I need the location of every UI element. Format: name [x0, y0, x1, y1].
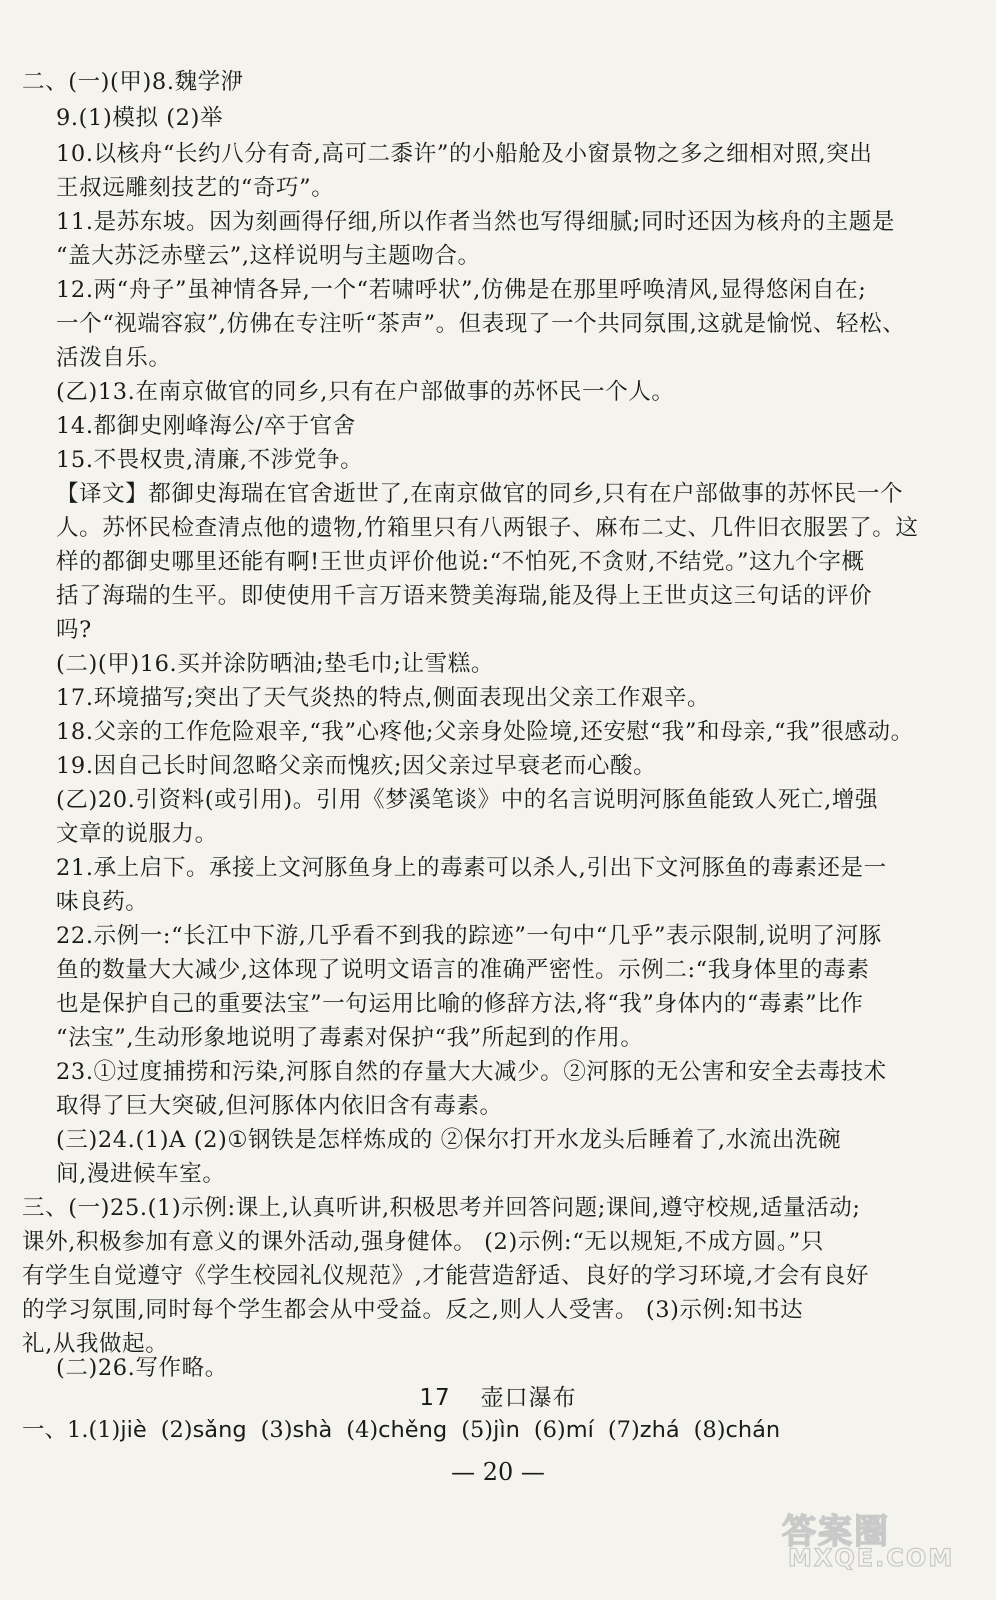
answer-line: 19.因自己长时间忽略父亲而愧疚;因父亲过早衰老而心酸。 — [56, 753, 657, 779]
answer-line: (乙)13.在南京做官的同乡,只有在户部做事的苏怀民一个人。 — [56, 379, 675, 405]
answer-line: 12.两“舟子”虽神情各异,一个“若啸呼状”,仿佛是在那里呼唤清风,显得悠闲自在; — [56, 277, 867, 303]
answer-line: (乙)20.引资料(或引用)。引用《梦溪笔谈》中的名言说明河豚鱼能致人死亡,增强 — [56, 787, 879, 813]
answer-line: 王叔远雕刻技艺的“奇巧”。 — [56, 175, 335, 201]
answer-line: 味良药。 — [56, 889, 149, 915]
section-title — [0, 1382, 996, 1414]
answer-line: 15.不畏权贵,清廉,不涉党争。 — [56, 447, 364, 473]
pinyin-index: (3) — [260, 1417, 293, 1443]
answer-line: “法宝”,生动形象地说明了毒素对保护“我”所起到的作用。 — [56, 1025, 644, 1051]
answer-line: 课外,积极参加有意义的课外活动,强身健体。 (2)示例:“无以规矩,不成方圆。”只 — [22, 1229, 824, 1255]
pinyin-text: chán — [725, 1417, 781, 1443]
pinyin-index: (7) — [607, 1417, 640, 1443]
pinyin-item — [461, 1417, 520, 1443]
pinyin-list — [88, 1417, 794, 1443]
pinyin-prefix: 一、1. — [22, 1417, 89, 1443]
answer-line: 14.都御史刚峰海公/卒于官舍 — [56, 413, 356, 439]
pinyin-text: jìn — [493, 1417, 520, 1443]
answer-line: 三、(一)25.(1)示例:课上,认真听讲,积极思考并回答问题;课间,遵守校规,适量活动; — [22, 1195, 861, 1221]
answer-line: 有学生自觉遵守《学生校园礼仪规范》,才能营造舒适、良好的学习环境,才会有良好 — [22, 1263, 870, 1289]
answer-line: 二、(一)(甲)8.魏学洢 — [22, 69, 244, 95]
answer-line: 10.以核舟“长约八分有奇,高可二黍许”的小船舱及小窗景物之多之细相对照,突出 — [56, 141, 873, 167]
answer-line: (二)(甲)16.买并涂防晒油;垫毛巾;让雪糕。 — [56, 651, 494, 677]
translation-line: 吗? — [56, 617, 92, 643]
answer-line: 的学习氛围,同时每个学生都会从中受益。反之,则人人受害。 (3)示例:知书达 — [22, 1297, 804, 1323]
answer-line-last: (二)26.写作略。 — [56, 1355, 228, 1381]
pinyin-index: (5) — [461, 1417, 494, 1443]
translation-line: 样的都御史哪里还能有啊!王世贞评价他说:“不怕死,不贪财,不结党。”这九个字概 — [56, 549, 865, 575]
answer-line: 活泼自乐。 — [56, 345, 172, 371]
pinyin-text: zhá — [639, 1417, 680, 1443]
answer-line: 23.①过度捕捞和污染,河豚自然的存量大大减少。②河豚的无公害和安全去毒技术 — [56, 1059, 887, 1085]
translation-line: 【译文】都御史海瑞在官舍逝世了,在南京做官的同乡,只有在户部做事的苏怀民一个 — [56, 481, 904, 507]
watermark-en: MXQE.COM — [788, 1544, 955, 1572]
pinyin-item — [88, 1417, 146, 1443]
pinyin-text: mí — [565, 1417, 594, 1443]
pinyin-index: (6) — [533, 1417, 566, 1443]
pinyin-index: (1) — [88, 1417, 121, 1443]
answer-line: (三)24.(1)A (2)①钢铁是怎样炼成的 ②保尔打开水龙头后睡着了,水流出洗碗 — [56, 1127, 842, 1153]
pinyin-index: (8) — [693, 1417, 726, 1443]
answer-line: 也是保护自己的重要法宝”一句运用比喻的修辞方法,将“我”身体内的“毒素”比作 — [56, 991, 864, 1017]
answer-line: 间,漫进候车室。 — [56, 1161, 226, 1187]
section-name: 壶口瀑布 — [480, 1385, 577, 1411]
pinyin-item — [161, 1417, 247, 1443]
answer-line: 一个“视端容寂”,仿佛在专注听“茶声”。但表现了一个共同氛围,这就是愉悦、轻松、 — [56, 311, 906, 337]
translation-line: 人。苏怀民检查清点他的遗物,竹箱里只有八两银子、麻布二丈、几件旧衣服罢了。这 — [56, 515, 919, 541]
pinyin-text: jiè — [120, 1417, 147, 1443]
pinyin-item — [261, 1417, 333, 1443]
answer-line: 礼,从我做起。 — [22, 1331, 169, 1357]
watermark-cn: 答案圈 — [782, 1512, 890, 1552]
answer-line: 18.父亲的工作危险艰辛,“我”心疼他;父亲身处险境,还安慰“我”和母亲,“我”很感动。 — [56, 719, 914, 745]
pinyin-item — [694, 1417, 781, 1443]
pinyin-text: sǎng — [192, 1417, 247, 1443]
pinyin-item — [608, 1417, 680, 1443]
answer-line: 11.是苏东坡。因为刻画得仔细,所以作者当然也写得细腻;同时还因为核舟的主题是 — [56, 209, 895, 235]
answer-line: 21.承上启下。承接上文河豚鱼身上的毒素可以杀人,引出下文河豚鱼的毒素还是一 — [56, 855, 887, 881]
pinyin-index: (4) — [346, 1417, 379, 1443]
answer-line: 22.示例一:“长江中下游,几乎看不到我的踪迹”一句中“几乎”表示限制,说明了河豚 — [56, 923, 882, 949]
answer-line: 17.环境描写;突出了天气炎热的特点,侧面表现出父亲工作艰辛。 — [56, 685, 711, 711]
pinyin-index: (2) — [160, 1417, 193, 1443]
pinyin-answers — [22, 1414, 978, 1446]
answer-line: 鱼的数量大大减少,这体现了说明文语言的准确严密性。示例二:“我身体里的毒素 — [56, 957, 870, 983]
answer-line: 取得了巨大突破,但河豚体内依旧含有毒素。 — [56, 1093, 503, 1119]
watermark-logo — [782, 1504, 972, 1574]
answer-line: “盖大苏泛赤壁云”,这样说明与主题吻合。 — [56, 243, 481, 269]
pinyin-text: chěng — [378, 1417, 448, 1443]
translation-line: 括了海瑞的生平。即使使用千言万语来赞美海瑞,能及得上王世贞这三句话的评价 — [56, 583, 873, 609]
pinyin-item — [534, 1417, 594, 1443]
answer-line: 9.(1)模拟 (2)举 — [56, 105, 224, 131]
pinyin-text: shà — [292, 1417, 333, 1443]
page-number: — 20 — — [451, 1458, 545, 1486]
answer-line: 文章的说服力。 — [56, 821, 218, 847]
pinyin-item — [346, 1417, 447, 1443]
section-number: 17 — [419, 1385, 451, 1411]
